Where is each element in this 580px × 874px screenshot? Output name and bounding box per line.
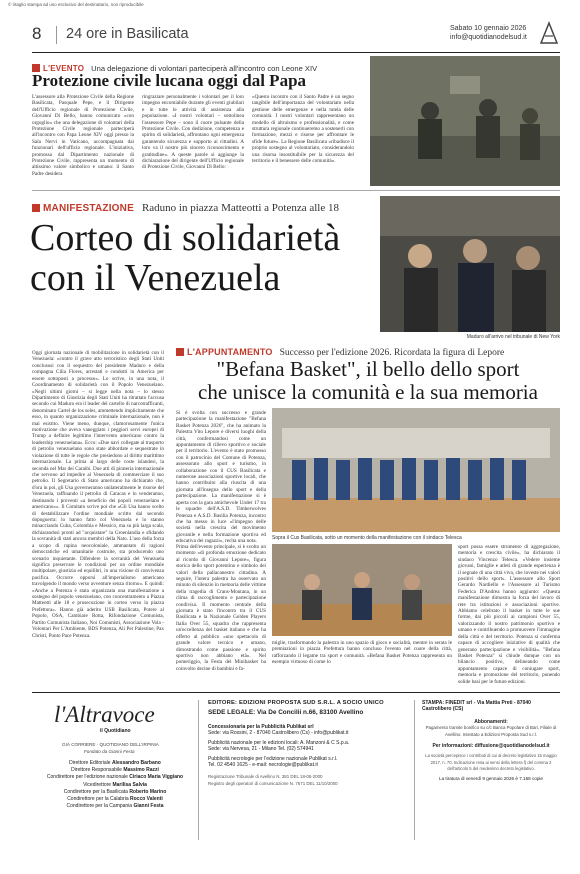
registration2: Registro degli operatori di comunicazione N. 7671 DEL 11/10/2000 xyxy=(208,780,338,786)
copyright-notice: © ritaglio stampa ad uso esclusivo del destinatario, non riproducibile xyxy=(8,2,144,7)
article3-kicker: L'APPUNTAMENTO xyxy=(187,347,273,357)
article2-kicker-row xyxy=(32,198,362,216)
article2-photo-caption: Maduro all'arrivo nel tribunale di New York xyxy=(466,334,560,340)
ads-obits-contact: Tel. 02 4540 1625 - e-mail: necrologie@publikat.it xyxy=(208,762,318,769)
footer-logo-sub: il Quotidiano xyxy=(100,728,131,734)
footer-rule xyxy=(32,692,560,693)
footer-editors xyxy=(38,760,192,810)
footer-group-line: GIÀ CORRIERE · QUOTIDIANO DELL'IRPINIA xyxy=(62,742,159,747)
editor-line: Vicedirettore Marilisa Salvia xyxy=(83,781,147,788)
article3-photo-caption: Sopra il Cus Basilicata, sotto un momento della manifestazione con il sindaco Telesca xyxy=(272,535,462,541)
article1-col2: ringraziare personalmente i volontari per il loro impegno encomiabile durante gli eventi giubilari e in tutte le attività di assistenza alla popolazione. «I nostri volontari – sottolinea l'assessore Pepe – sono il cuore pulsante della Protezione Civile. Con dedizione, competenza e spirito di solidarietà, affrontano ogni emergenza garantendo sicurezza e supporto ai cittadini. A loro va il nostro più sincero riconoscimento e gratitudine». A queste parole si aggiunge la dichiarazione del dirigente dell'Ufficio regionale di Protezione Civile, Giovanni Di Bello: xyxy=(142,94,244,171)
footer-logo: l'Altravoce xyxy=(54,702,155,727)
article3-title-line2: che unisce la comunità e la sua memoria xyxy=(198,380,538,404)
article1-kicker: L'EVENTO xyxy=(43,64,85,73)
article3-col2: Prima dell'evento principale, si è svolto un momento «di profonda emozione dedicato al ricordo di Giovanni Lepore», figura storica dello sport potentino e simbolo dei valori della pallacanestro cittadina. A seguire, l'intera palestra ha osservato un minuto di silenzio in memoria delle vittime della tragedia di Crans-Montana, in un clima di raccoglimento e partecipazione condivisa. Il momento centrale della giornata è stato l'incontro tra il CUS Basilicata e la Nazionale Golden Players Italia Over 55, squadra che rappresenta un'eccellenza del basket italiano e che ha offerto al pubblico «uno spettacolo di grande valore tecnico e umano, dimostrando come passione e spirito sportivo non abbiano età». Nel pomeriggio, la Festa del Minibasket ha coinvolto decine di bambini e fa- xyxy=(176,544,266,672)
ads-title: Concessionaria per la Pubblicità Publikat srl xyxy=(208,724,314,730)
kicker-square-icon xyxy=(176,348,184,356)
article2-title-line2: con il Venezuela xyxy=(30,257,281,299)
header-email: info@quotidianodelsud.it xyxy=(450,34,527,41)
header-date: Sabato 10 gennaio 2026 xyxy=(450,25,527,32)
closing-note: La tiratura di venerdì 9 gennaio 2026 è 7.168 copie xyxy=(439,775,543,781)
ads-national-address: Sede: via Nervesa, 21 - Milano Tel. (02) 574941 xyxy=(208,746,314,753)
footer-founder: Fondato da Gianni Festa xyxy=(84,749,135,754)
ads-obits: Pubblicità necrologie per l'edizione nazionale Publikat s.r.l. xyxy=(208,755,338,762)
section-name: 24 ore in Basilicata xyxy=(66,26,189,42)
article1-col1: L'assessore alla Protezione Civile della Regione Basilicata, Pasquale Pepe, e il Dirigente dell'Ufficio regionale di Protezione Civile, Giovanni Di Bello, hanno comunicato «con orgoglio» che una delegazione di volontari della Protezione Civile regionale parteciperà all'incontro con Papa Leone XIV oggi presso la Sala Nervi in Vaticano, accompagnata dai funzionari dell'ufficio regionale. L'iniziativa, promossa dal Dipartimento nazionale di Protezione Civile, rappresenta un momento di altissimo valore simbolico e umano: il Santo Padre desidera xyxy=(32,94,134,177)
article3-photo-top xyxy=(272,408,560,532)
article2-body: Oggi giornata nazionale di mobilitazione in solidarietà con il Venezuela: «contro il grave atto terroristico degli Stati Uniti conclusosi con il sequestro del presidente Maduro e della compagna Cilia Flores, arrestati e condotti in America per essere sottoposti a processo». Lo scrive, in una nota, il Coordinamento di solidarietà con il Popolo Venezuelano. «Negli ultimi giorni – si legge nella nota – lo stesso Dipartimento di Giustizia degli Stati Uniti ha ritrattato l'accusa secondo cui Maduro era il leader del cartello di narcotrafficanti, denominato Cartel de los soles, ammettendo implicitamente che esso, in quanto organizzazione criminale internazionale, non è mai esistito. Viene meno, dunque, clamorosamente l'unica motivazione che aveva vaneggiato i peggiori servi europei di Trump a definire legittimo l'intervento americano contro la leadership venezuelana». Ecco: «Due navi collegate al trasporto di petrolio venezuelano sono state abbordate e sequestrate in violazione di tutte le regole che presiedono al diritto marittimo internazionale. La prima al largo delle coste islandesi, la seconda nel Mar dei Caraibi. Due atti di pirateria internazionale che servono ad impedire al Venezuela di commerciare il suo petrolio. Il Segretario di Stato americano ha dichiarato che, d'ora in poi, gli Usa governeranno unilateralmente le risorse del Venezuela, raffinando il petrolio di Caracas e lo venderanno, destinando i proventi «a beneficio dei popoli venezuelano e americano»». Il Comitato scrive poi che «Gli Usa hanno scelto di destabilizzare l'ordine mondiale scritto dal secondo dopoguerra: lo hanno fatto col Venezuela e lo stanno minacciando Cuba, Colombia e Messico, ma su più larga scala, dichiarandosi pronti ad "acquistare" la Groenlandia e sfidando la sovranità di stati ancora membri della Nato. L'uso della forza a scopo di rapina neocoloniale, ammantato di ragioni democratiche ed umanitarie costruite, sta producendo uno scenario inquietante. Difendere la sovranità del Venezuela significa preservare le condizioni per un ordine mondiale multipolare, giustizia ed equilibri, in una visione di convivenza pacifica. Occorre opporsi all'imperialismo americano travolgendo il mondo verso avventure senza ritorno». E quindi: «Anche a Potenza è stata organizzata una manifestazione a sostegno del popolo venezuelano, con concentramento a Piazza Matteotti alle 18 e prosecuzione in corteo verso la piazza Prefettura». Hanno già aderito USB Basilicata, Potere al Popolo, OSA, Cambiare Rotta, Rifondazione Comunista, Partito Comunista Italiano, Noi Comunisti, Associazione Vola - Volontari Per L'Ambiente, BDS Potenza, Ali Per Palestine, Pax Christi, Punto Pace Potenza. xyxy=(32,350,164,639)
header-divider xyxy=(56,26,57,44)
kicker-square-icon xyxy=(32,204,40,212)
article2-subkicker: Raduno in piazza Matteotti a Potenza alle 18 xyxy=(141,202,339,214)
footer xyxy=(32,696,560,846)
subs-title: Abbonamenti: xyxy=(474,718,508,725)
article3-col1: Si è svolta con successo e grande partecipazione la manifestazione "Befana Basket Potenza 2026", che ha animato la Palestra Vito Lepore e diversi luoghi della città, confermandosi come un appuntamento di rilievo sportivo e sociale per il territorio. L'evento è stato promosso con il patrocinio del Comune di Potenza, assessorato allo sport e turismo, in collaborazione con il CUS Basilicata e numerose associazioni sportive locali, che hanno contribuito alla riuscita di una giornata all'insegna dello sport e della partecipazione. La manifestazione si è aperta con la gara amichevole Under 17 tra le squadre dell'A.S.D. Timberwolves Potenza e A.S.D. Basilia Potenza, incontro che ha messo in luce «l'impegno delle società nella crescita del movimento giovanile e nella formazione sportiva ed educativa dei ragazzi», recita una nota. xyxy=(176,410,266,545)
article1-col3: «Questo incontro con il Santo Padre è un segno tangibile dell'importanza del volontariato nella gestione delle emergenze e nella tutela delle comunità. I nostri volontari rappresentano un modello di altruismo e professionalità, e come struttura regionale continueremo a sostenerli con formazione, mezzi e risorse per affrontare le sfide future». La Regione Basilicata «ribadisce il proprio sostegno al volontariato, considerandolo una risorsa insostituibile per la sicurezza del territorio e il benessere delle comunità». xyxy=(252,94,354,165)
footer-legal-seat: SEDE LEGALE: Via De Concilii n.66, 83100 Avellino xyxy=(208,709,364,716)
editor-line: Condirettore per la Basilicata Roberto Marino xyxy=(63,788,167,795)
editor-line: Direttore Responsabile Massimo Razzi xyxy=(71,767,159,774)
article2-photo xyxy=(380,196,560,332)
article3-photo-bottom xyxy=(272,544,452,636)
editor-line: Condirettore per la Calabria Rocco Valenti xyxy=(67,796,163,803)
article3-col3: miglie, trasformando la palestra in uno spazio di gioco e socialità, mentre in serata le premiazioni in piazza Prefettura hanno concluso l'evento nel cuore della città, rafforzando il legame tra sport e comunità. «Befana Basket Potenza rappresenta un esempio virtuoso di come lo xyxy=(272,640,452,666)
info-line: Per informazioni: diffusione@quotidianodelsud.it xyxy=(432,743,550,750)
header-rule xyxy=(32,52,560,53)
editor-line: Condirettore per l'edizione nazionale Ciriaco Maria Viggiano xyxy=(46,774,184,781)
ads-national: Pubblicità nazionale per le edizioni locali: A. Manzoni & C S.p.a. xyxy=(208,739,350,746)
editor-line: Condirettore per la Campania Gianni Festa xyxy=(66,803,164,810)
article2-title-line1: Corteo di solidarietà xyxy=(30,217,341,259)
print-info: STAMPA: FINEDIT srl - Via Mattia Preti - 87040 Castrolibero (CS) xyxy=(422,700,531,713)
article1-subkicker: Una delegazione di volontari parteciperà all'incontro con Leone XIV xyxy=(91,64,318,73)
article2-kicker: MANIFESTAZIONE xyxy=(43,203,134,214)
page-header xyxy=(32,22,560,48)
article3-kicker-row xyxy=(176,342,560,358)
footer-ads xyxy=(208,724,408,787)
page-number: 8 xyxy=(32,24,42,43)
article1-title: Protezione civile lucana oggi dal Papa xyxy=(32,71,307,90)
article2-title xyxy=(30,218,370,298)
ads-address: Sede: via Rossini, 2 - 87040 Castrolibero (Cs) - info@publikat.it xyxy=(208,730,349,737)
footer-publisher: EDITORE: EDIZIONI PROPOSTA SUD S.R.L. A SOCIO UNICO xyxy=(208,700,384,706)
article1-photo xyxy=(370,56,560,186)
editor-line: Direttore Editoriale Alessandro Barbano xyxy=(69,760,161,766)
footer-divider xyxy=(414,700,415,840)
article3-title xyxy=(176,358,560,404)
newspaper-logo-icon xyxy=(540,22,558,44)
registration: Registrazione Tribunale di Avellino N. 381 DEL 18-05-2000 xyxy=(208,774,323,780)
company-note: La società percepisce i contributi di cui al decreto legislativo 15 maggio 2017, n. 70. Indicazione resa ai sensi della lettera f) del comma 2 dell'articolo 5 del medesimo decreto legislativo. xyxy=(425,753,557,772)
footer-divider xyxy=(198,700,199,840)
article1-divider xyxy=(32,190,560,191)
article3-subkicker: Successo per l'edizione 2026. Ricordata la figura di Lepore xyxy=(279,348,505,358)
article3-title-line1: "Befana Basket", il bello dello sport xyxy=(216,357,520,381)
footer-right xyxy=(422,700,560,782)
subs-text: Pagamento tramite bonifico su c/c Banca Popolare di Bari, Filiale di Avellino. Intestato a Edizioni Proposta Sud s.r.l. xyxy=(425,725,557,737)
article3-col4: sport possa essere strumento di aggregazione, memoria e crescita civile», ha dichiarato il sindaco Vincenzo Telesca. «Vedere insieme giovani, famiglie e atleti di grande esperienza è il segnale di una città viva, che investe nei valori positivi dello sport». L'assessore allo Sport Gerardo Nardiello e l'Assessore al Turismo Federica D'Andrea hanno aggiunto: «Questa manifestazione dimostra la forza del lavoro di rete tra istituzioni e associazioni sportive. Abbiamo celebrato il basket in tutte le sue forme, dai più piccoli ai campioni Over 55, valorizzando il nostro patrimonio sportivo e umano e contribuendo a promuovere l'immagine della città e del territorio. Potenza si conferma capace di accogliere iniziative di qualità che generano partecipazione e visibilità». "Befana Basket Potenza" si chiude dunque con un bilancio positivo, delineando come appuntamento capace di coniugare sport, memoria e promozione del territorio, ponendo solide basi per le future edizioni. xyxy=(458,544,560,685)
